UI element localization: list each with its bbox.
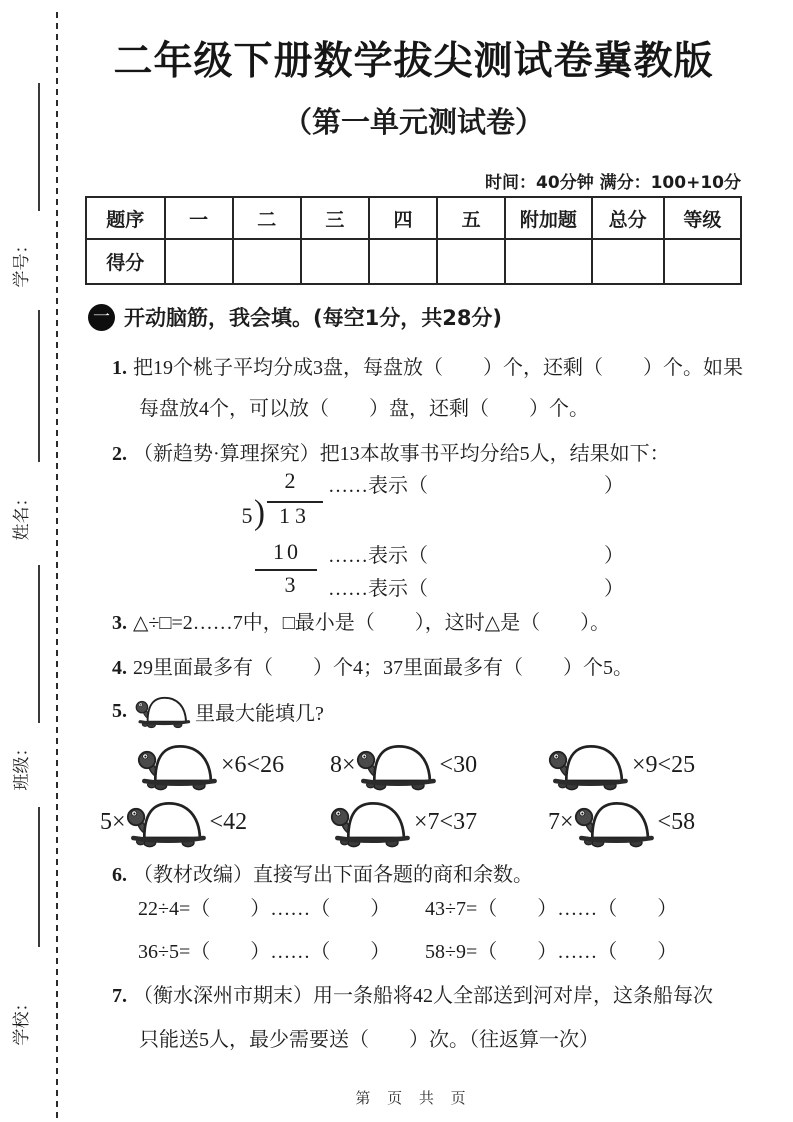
expression-suffix: <58 <box>657 809 696 835</box>
turtle-icon <box>126 795 210 850</box>
turtle-icon <box>137 738 221 793</box>
header-cell: 五 <box>437 197 505 239</box>
note-close: ） <box>604 545 624 567</box>
question-number: 6. <box>112 864 127 886</box>
score-row-label: 得分 <box>86 239 165 284</box>
score-table-score-row <box>86 239 741 284</box>
answer-blank <box>428 572 604 601</box>
student-id-label: 学号： <box>12 236 31 288</box>
section-one-header <box>88 302 502 332</box>
division-item: 22÷4=（ ）……（ ） <box>138 898 391 920</box>
question-7-line-2 <box>139 1023 599 1052</box>
expression-suffix: <42 <box>209 809 248 835</box>
answer-blank <box>428 469 604 498</box>
school-blank-line <box>38 807 40 947</box>
turtle-problem <box>95 737 330 794</box>
note-prefix: ……表示（ <box>328 578 428 600</box>
section-one-title: 开动脑筋，我会填。(每空1分，共28分) <box>124 306 503 330</box>
division-note-remainder <box>328 572 624 601</box>
header-cell: 题序 <box>86 197 165 239</box>
question-number: 2. <box>112 443 127 465</box>
expression-suffix: <30 <box>439 752 478 778</box>
division-note-product <box>328 539 624 568</box>
division-dividend: 13 <box>279 503 311 528</box>
turtle-icon <box>548 738 632 793</box>
turtle-problem <box>330 737 545 794</box>
turtle-problem <box>545 794 743 851</box>
division-item: 36÷5=（ ）……（ ） <box>138 941 391 963</box>
note-prefix: ……表示（ <box>328 475 428 497</box>
header-cell: 附加题 <box>505 197 591 239</box>
turtle-problems-grid <box>95 737 743 851</box>
name-label: 姓名： <box>12 489 31 541</box>
question-2-line-1 <box>112 437 670 466</box>
question-number: 5. <box>112 699 127 722</box>
expression-suffix: ×6<26 <box>221 752 285 778</box>
division-quotient: 2 <box>284 468 296 493</box>
header-cell: 总分 <box>592 197 664 239</box>
question-text: 只能送5人，最少需要送（ ）次。（往返算一次） <box>139 1029 599 1051</box>
question-3 <box>112 606 610 635</box>
question-number: 1. <box>112 357 127 379</box>
score-cell <box>592 239 664 284</box>
question-5 <box>112 692 324 730</box>
turtle-icon <box>356 738 440 793</box>
name-blank-line <box>38 310 40 462</box>
question-text: （教材改编）直接写出下面各题的商和余数。 <box>133 864 533 886</box>
question-6 <box>112 858 533 887</box>
division-note-quotient <box>328 469 624 498</box>
question-number: 3. <box>112 612 127 634</box>
score-cell <box>301 239 369 284</box>
header-cell: 三 <box>301 197 369 239</box>
division-rule-line <box>255 569 317 571</box>
dashed-cut-line <box>56 12 58 1120</box>
expression-prefix: 7× <box>548 809 574 835</box>
division-remainder: 3 <box>284 572 296 597</box>
question-1-line-2 <box>139 392 589 421</box>
class-blank-line <box>38 565 40 723</box>
turtle-icon <box>135 692 193 730</box>
question-number: 4. <box>112 657 127 679</box>
score-table <box>85 196 742 285</box>
student-id-blank-line <box>38 83 40 211</box>
division-item: 58÷9=（ ）……（ ） <box>425 941 678 963</box>
score-cell <box>437 239 505 284</box>
note-prefix: ……表示（ <box>328 545 428 567</box>
score-cell <box>165 239 233 284</box>
expression-suffix: ×7<37 <box>414 809 478 835</box>
header-cell: 一 <box>165 197 233 239</box>
school-label: 学校： <box>12 994 31 1046</box>
question-1-line-1 <box>112 351 743 380</box>
expression-suffix: ×9<25 <box>632 752 696 778</box>
section-one-badge: 一 <box>88 304 115 331</box>
header-cell: 四 <box>369 197 437 239</box>
score-cell <box>505 239 591 284</box>
question-4 <box>112 651 633 680</box>
question-text: 把19个桃子平均分成3盘，每盘放（ ）个，还剩（ ）个。如果 <box>133 357 743 379</box>
question-text: （新趋势·算理探究）把13本故事书平均分给5人，结果如下： <box>133 443 670 465</box>
time-score-info: 时间：40分钟 满分：100+10分 <box>485 173 741 193</box>
question-6-items <box>138 892 738 964</box>
division-bracket: ) <box>254 494 265 532</box>
question-7-line-1 <box>112 979 713 1008</box>
question-text: 里最大能填几? <box>195 702 324 725</box>
score-table-header-row <box>86 197 741 239</box>
class-label: 班级： <box>12 739 31 791</box>
long-division-diagram <box>85 468 745 603</box>
question-text: （衡水深州市期末）用一条船将42人全部送到河对岸，这条船每次 <box>133 985 713 1007</box>
turtle-problem <box>545 737 743 794</box>
turtle-problem <box>330 794 545 851</box>
turtle-icon <box>574 795 658 850</box>
question-number: 7. <box>112 985 127 1007</box>
division-divisor: 5 <box>241 503 253 528</box>
header-cell: 等级 <box>664 197 741 239</box>
header-cell: 二 <box>233 197 301 239</box>
note-close: ） <box>604 578 624 600</box>
page-title: 二年级下册数学拔尖测试卷冀教版 <box>113 39 714 84</box>
page-subtitle: （第一单元测试卷） <box>282 105 544 139</box>
expression-prefix: 5× <box>100 809 126 835</box>
turtle-icon <box>330 795 414 850</box>
answer-blank <box>428 539 604 568</box>
score-cell <box>369 239 437 284</box>
note-close: ） <box>604 475 624 497</box>
expression-prefix: 8× <box>330 752 356 778</box>
question-text: 每盘放4个，可以放（ ）盘，还剩（ ）个。 <box>139 398 589 420</box>
turtle-problem <box>95 794 330 851</box>
division-item: 43÷7=（ ）……（ ） <box>425 898 678 920</box>
score-cell <box>664 239 741 284</box>
question-text: △÷□=2……7中，□最小是（ ），这时△是（ ）。 <box>133 612 611 634</box>
score-cell <box>233 239 301 284</box>
division-product: 10 <box>273 539 301 564</box>
question-text: 29里面最多有（ ）个4；37里面最多有（ ）个5。 <box>133 657 633 679</box>
page-footer: 第 页 共 页 <box>355 1089 472 1107</box>
